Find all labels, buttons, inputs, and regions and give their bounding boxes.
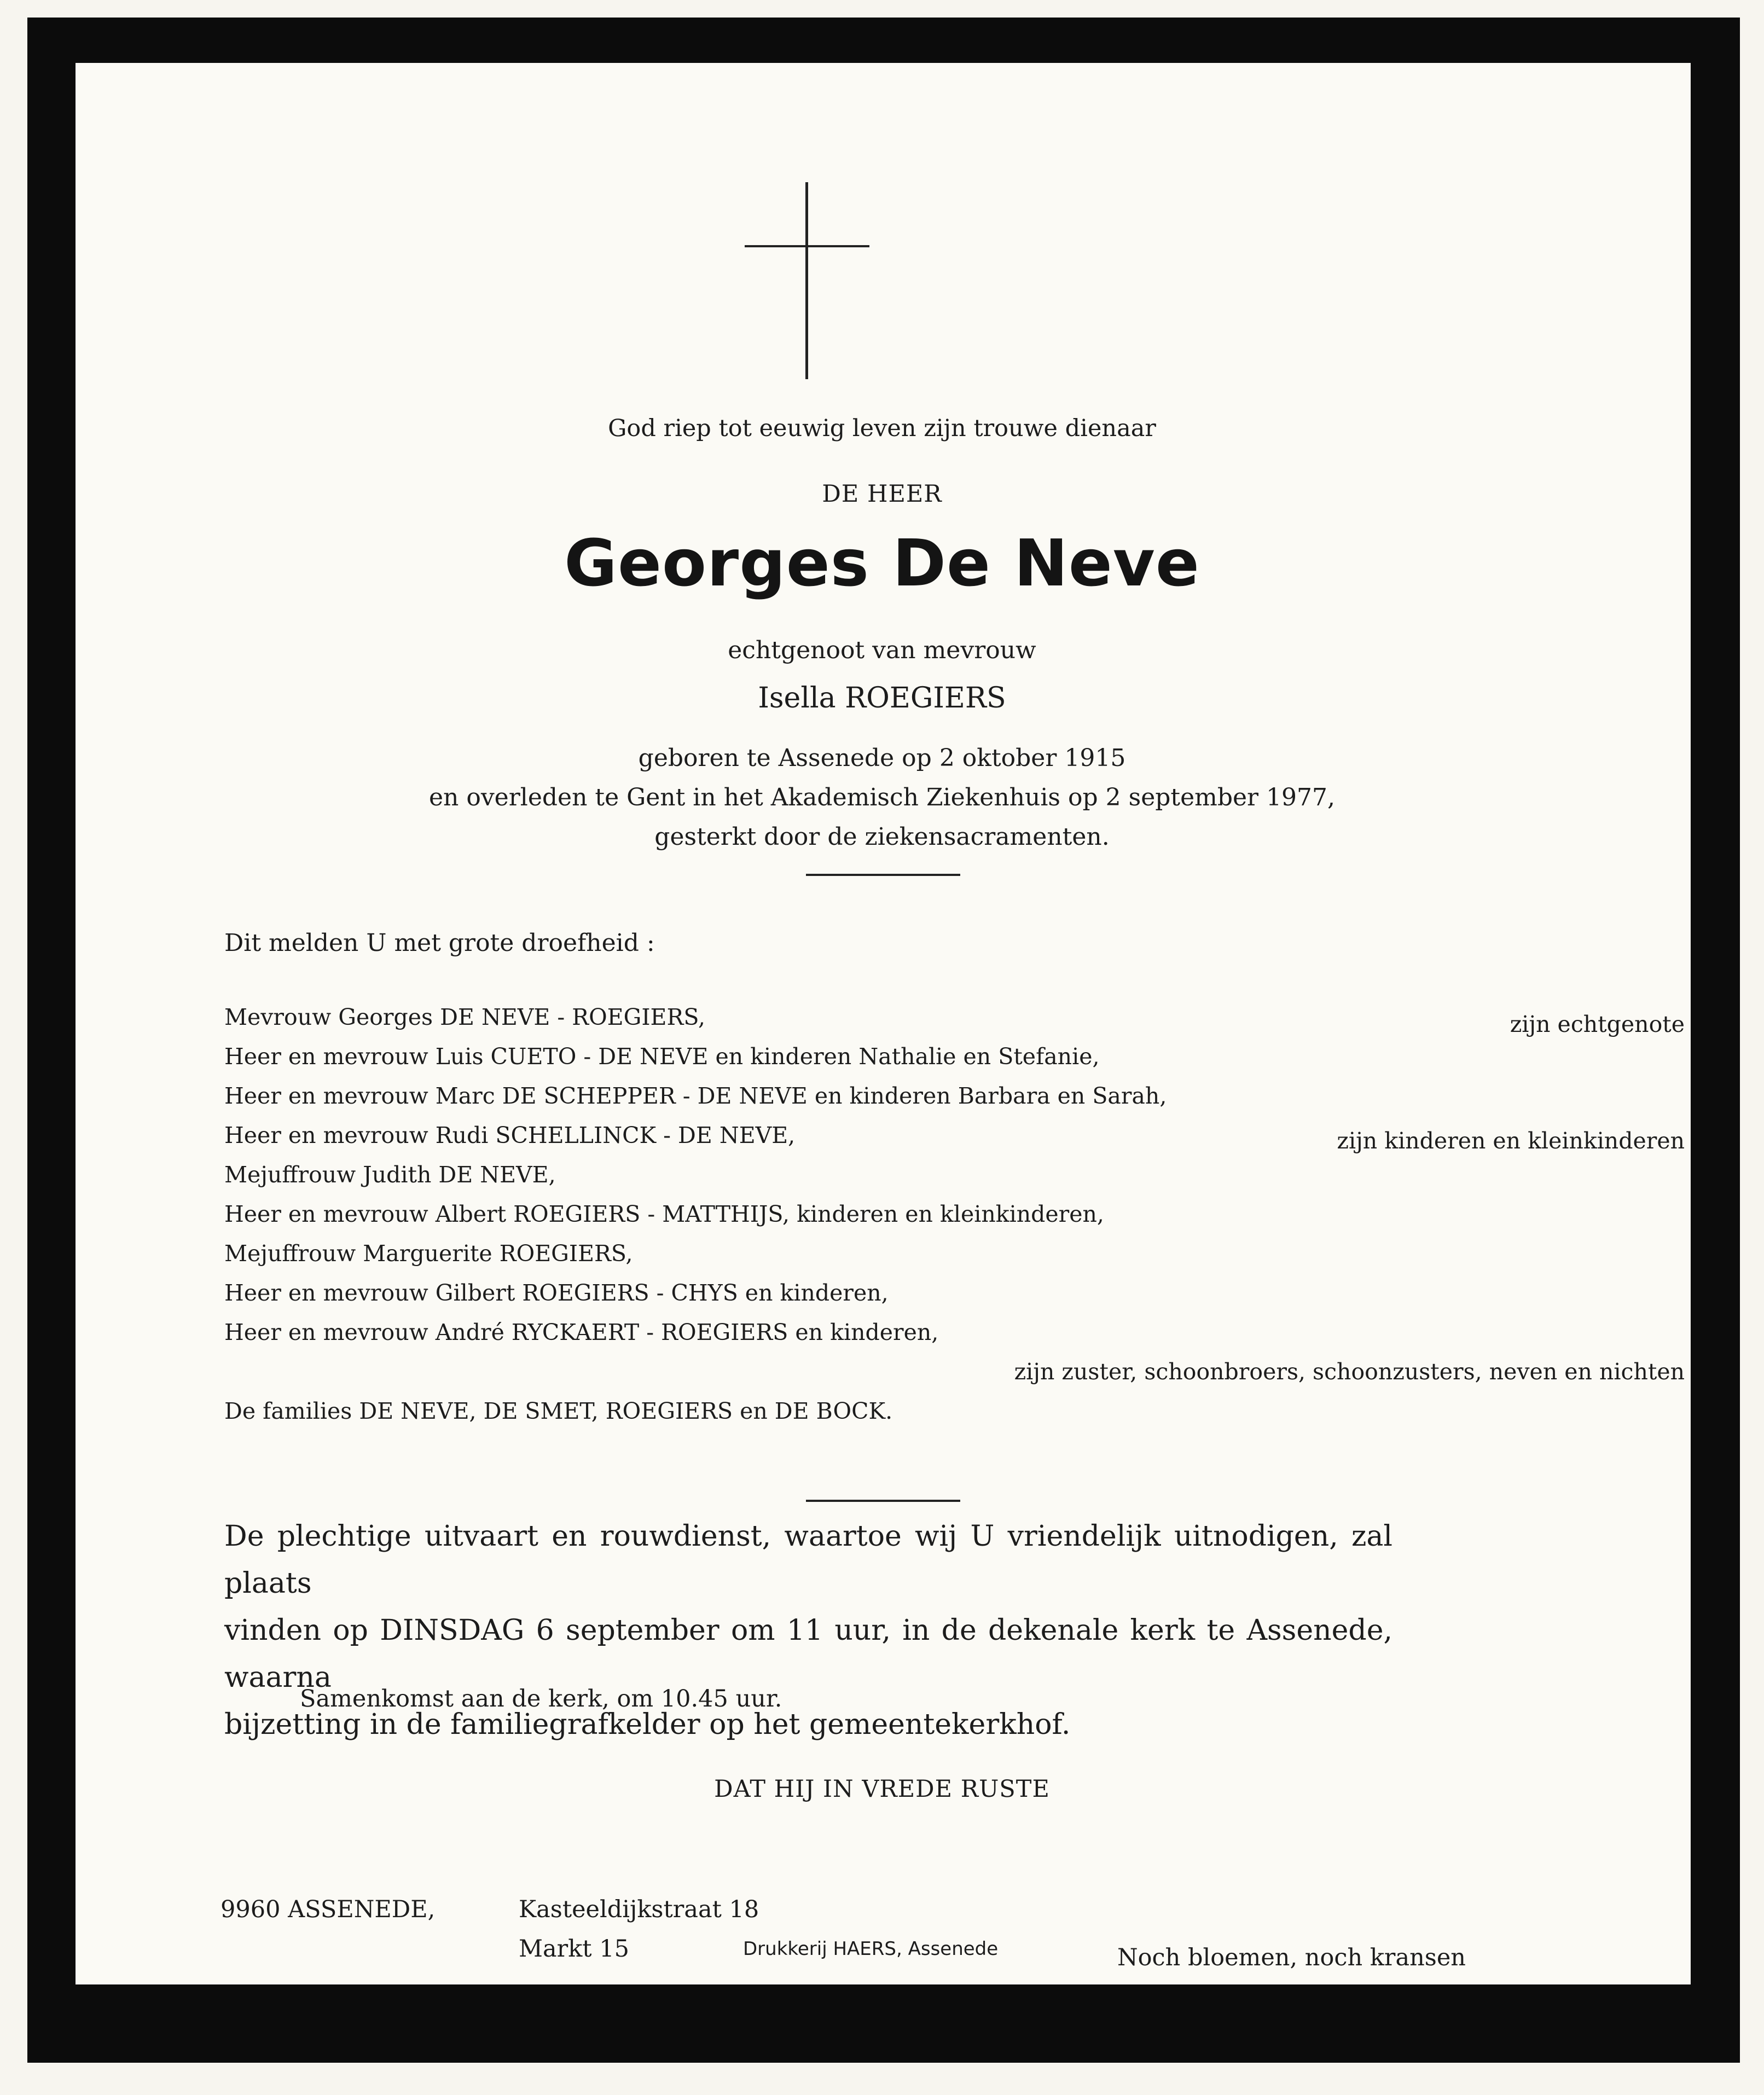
- spouse-intro: echtgenoot van mevrouw: [728, 636, 1036, 664]
- ceremony-line: vinden op DINSDAG 6 september om 11 uur, in de dekenale kerk te Assenede, waarna: [224, 1614, 1392, 1694]
- gathering-note: Samenkomst aan de kerk, om 10.45 uur.: [300, 1685, 782, 1713]
- honorific: DE HEER: [822, 480, 942, 508]
- spouse-name: Isella ROEGIERS: [758, 682, 1006, 715]
- mourner-line-left: Mevrouw Georges DE NEVE - ROEGIERS,: [224, 1004, 706, 1030]
- divider: [806, 1500, 960, 1502]
- sacraments-line: gesterkt door de ziekensacramenten.: [654, 823, 1110, 851]
- mourner-line-right: zijn zuster, schoonbroers, schoonzusters, neven en nichten: [1014, 1359, 1685, 1385]
- mourner-line-left: Mejuffrouw Marguerite ROEGIERS,: [224, 1240, 633, 1267]
- mourner-line-right: zijn echtgenote: [1510, 1011, 1685, 1037]
- mourner-line-left: Heer en mevrouw Marc DE SCHEPPER - DE NEVE en kinderen Barbara en Sarah,: [224, 1083, 1167, 1109]
- address-line: Markt 15: [519, 1935, 629, 1963]
- mourner-line-left: Mejuffrouw Judith DE NEVE,: [224, 1162, 556, 1188]
- address-line: Kasteeldijkstraat 18: [519, 1896, 759, 1923]
- death-line: en overleden te Gent in het Akademisch Ziekenhuis op 2 september 1977,: [428, 784, 1336, 811]
- cross-horizontal-bar: [745, 245, 869, 247]
- postal-town: 9960 ASSENEDE,: [220, 1896, 436, 1923]
- mourner-line-left: Heer en mevrouw André RYCKAERT - ROEGIERS en kinderen,: [224, 1319, 939, 1345]
- mourner-line-left: Heer en mevrouw Gilbert ROEGIERS - CHYS en kinderen,: [224, 1280, 889, 1306]
- ceremony-paragraph: [224, 1513, 1392, 1748]
- printer-credit: Drukkerij HAERS, Assenede: [743, 1938, 999, 1960]
- cross-vertical-bar: [805, 182, 808, 379]
- ceremony-line: De plechtige uitvaart en rouwdienst, waartoe wij U vriendelijk uitnodigen, zal plaats: [224, 1520, 1392, 1600]
- mourners-intro: Dit melden U met grote droefheid :: [224, 929, 655, 957]
- ceremony-line: bijzetting in de familiegrafkelder op het gemeentekerkhof.: [224, 1708, 1071, 1741]
- mourner-line-left: Heer en mevrouw Albert ROEGIERS - MATTHIJS, kinderen en kleinkinderen,: [224, 1201, 1104, 1227]
- deceased-name: Georges De Neve: [564, 525, 1200, 601]
- mourner-line-left: Heer en mevrouw Luis CUETO - DE NEVE en kinderen Nathalie en Stefanie,: [224, 1043, 1100, 1070]
- intro-text: God riep tot eeuwig leven zijn trouwe dienaar: [608, 415, 1156, 442]
- mourner-line-left: Heer en mevrouw Rudi SCHELLINCK - DE NEVE,: [224, 1122, 796, 1148]
- birth-line: geboren te Assenede op 2 oktober 1915: [638, 744, 1126, 772]
- divider: [806, 874, 960, 876]
- closing-blessing: DAT HIJ IN VREDE RUSTE: [714, 1775, 1050, 1803]
- mourner-line-left: De families DE NEVE, DE SMET, ROEGIERS en DE BOCK.: [224, 1398, 893, 1424]
- mourner-line-right: zijn kinderen en kleinkinderen: [1337, 1128, 1685, 1154]
- flowers-note: Noch bloemen, noch kransen: [1117, 1944, 1466, 1971]
